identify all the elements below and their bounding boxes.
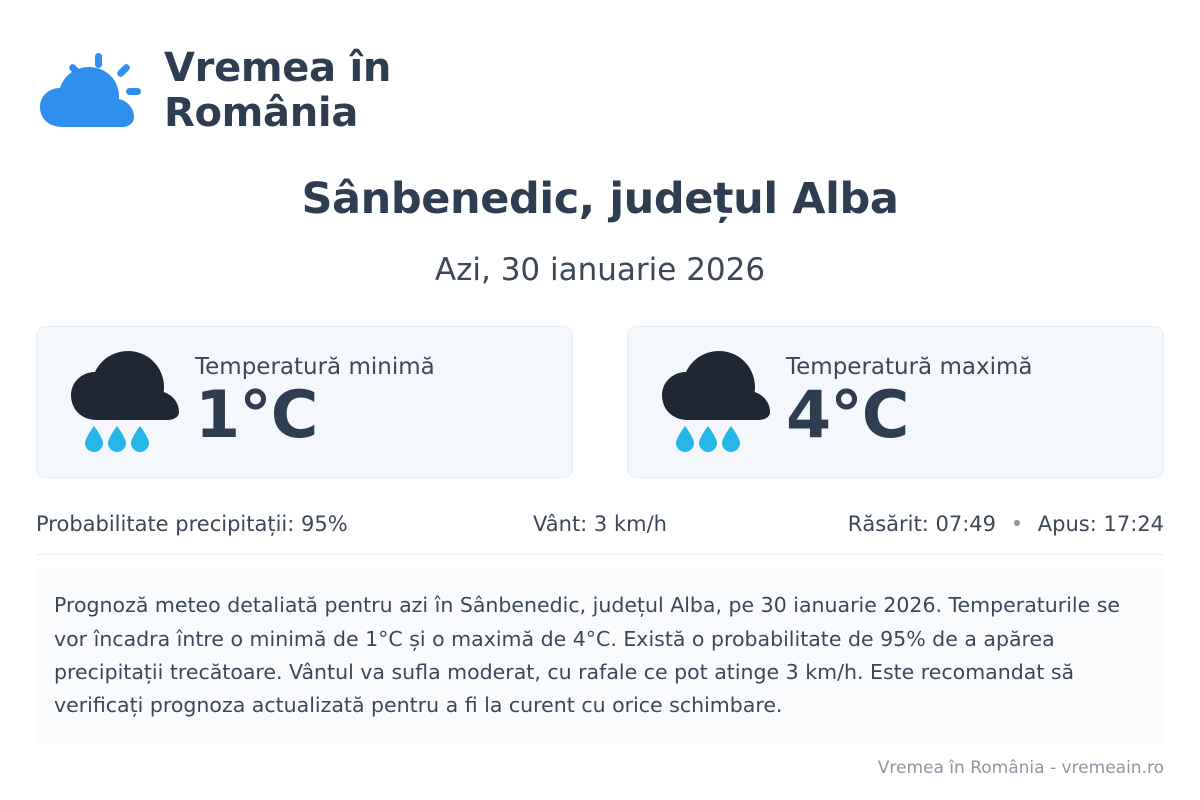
card-label: Temperatură minimă: [195, 353, 435, 380]
stat-precipitation: Probabilitate precipitații: 95%: [36, 512, 348, 537]
forecast-description: Prognoză meteo detaliată pentru azi în Sânbenedic, județul Alba, pe 30 ianuarie 2026. Temperaturile se vor încadra între o minimă de 1°C și o maximă de 4°C. Există o probabilitate de 95% de a apărea precipitații trecătoare. Vântul va sufla moderat, cu rafale ce pot atinge 3 km/h. Este recomandat să verificați prognoza actualizată pentru a fi la curent cu orice schimbare.: [36, 569, 1164, 744]
brand-header: [36, 0, 1164, 136]
page-title: Sânbenedic, județul Alba: [301, 173, 899, 224]
brand-title-line2: România: [164, 89, 359, 136]
card-label: Temperatură maximă: [786, 353, 1033, 380]
weather-stats-row: [36, 512, 1164, 555]
page-subtitle-date: Azi, 30 ianuarie 2026: [434, 252, 766, 289]
temperature-cards: [36, 326, 1164, 478]
card-value: 1°C: [195, 377, 318, 453]
stat-sun-times: [788, 512, 1164, 536]
card-temperature-max: [627, 326, 1164, 478]
cloud-rain-icon: [63, 346, 185, 458]
stat-wind: Vânt: 3 km/h: [533, 512, 667, 537]
card-value: 4°C: [786, 377, 909, 453]
card-temperature-min: [36, 326, 573, 478]
footer-credit: Vremea în România - vremeain.ro: [877, 758, 1164, 778]
brand-title: [164, 46, 391, 136]
cloud-rain-icon: [654, 346, 776, 458]
brand-title-line1: Vremea în: [164, 45, 392, 91]
sun-cloud-icon: [36, 49, 146, 133]
stat-separator: •: [1010, 512, 1024, 537]
stat-sunset: Apus: 17:24: [1037, 512, 1164, 537]
stat-sunrise: Răsărit: 07:49: [847, 512, 997, 537]
